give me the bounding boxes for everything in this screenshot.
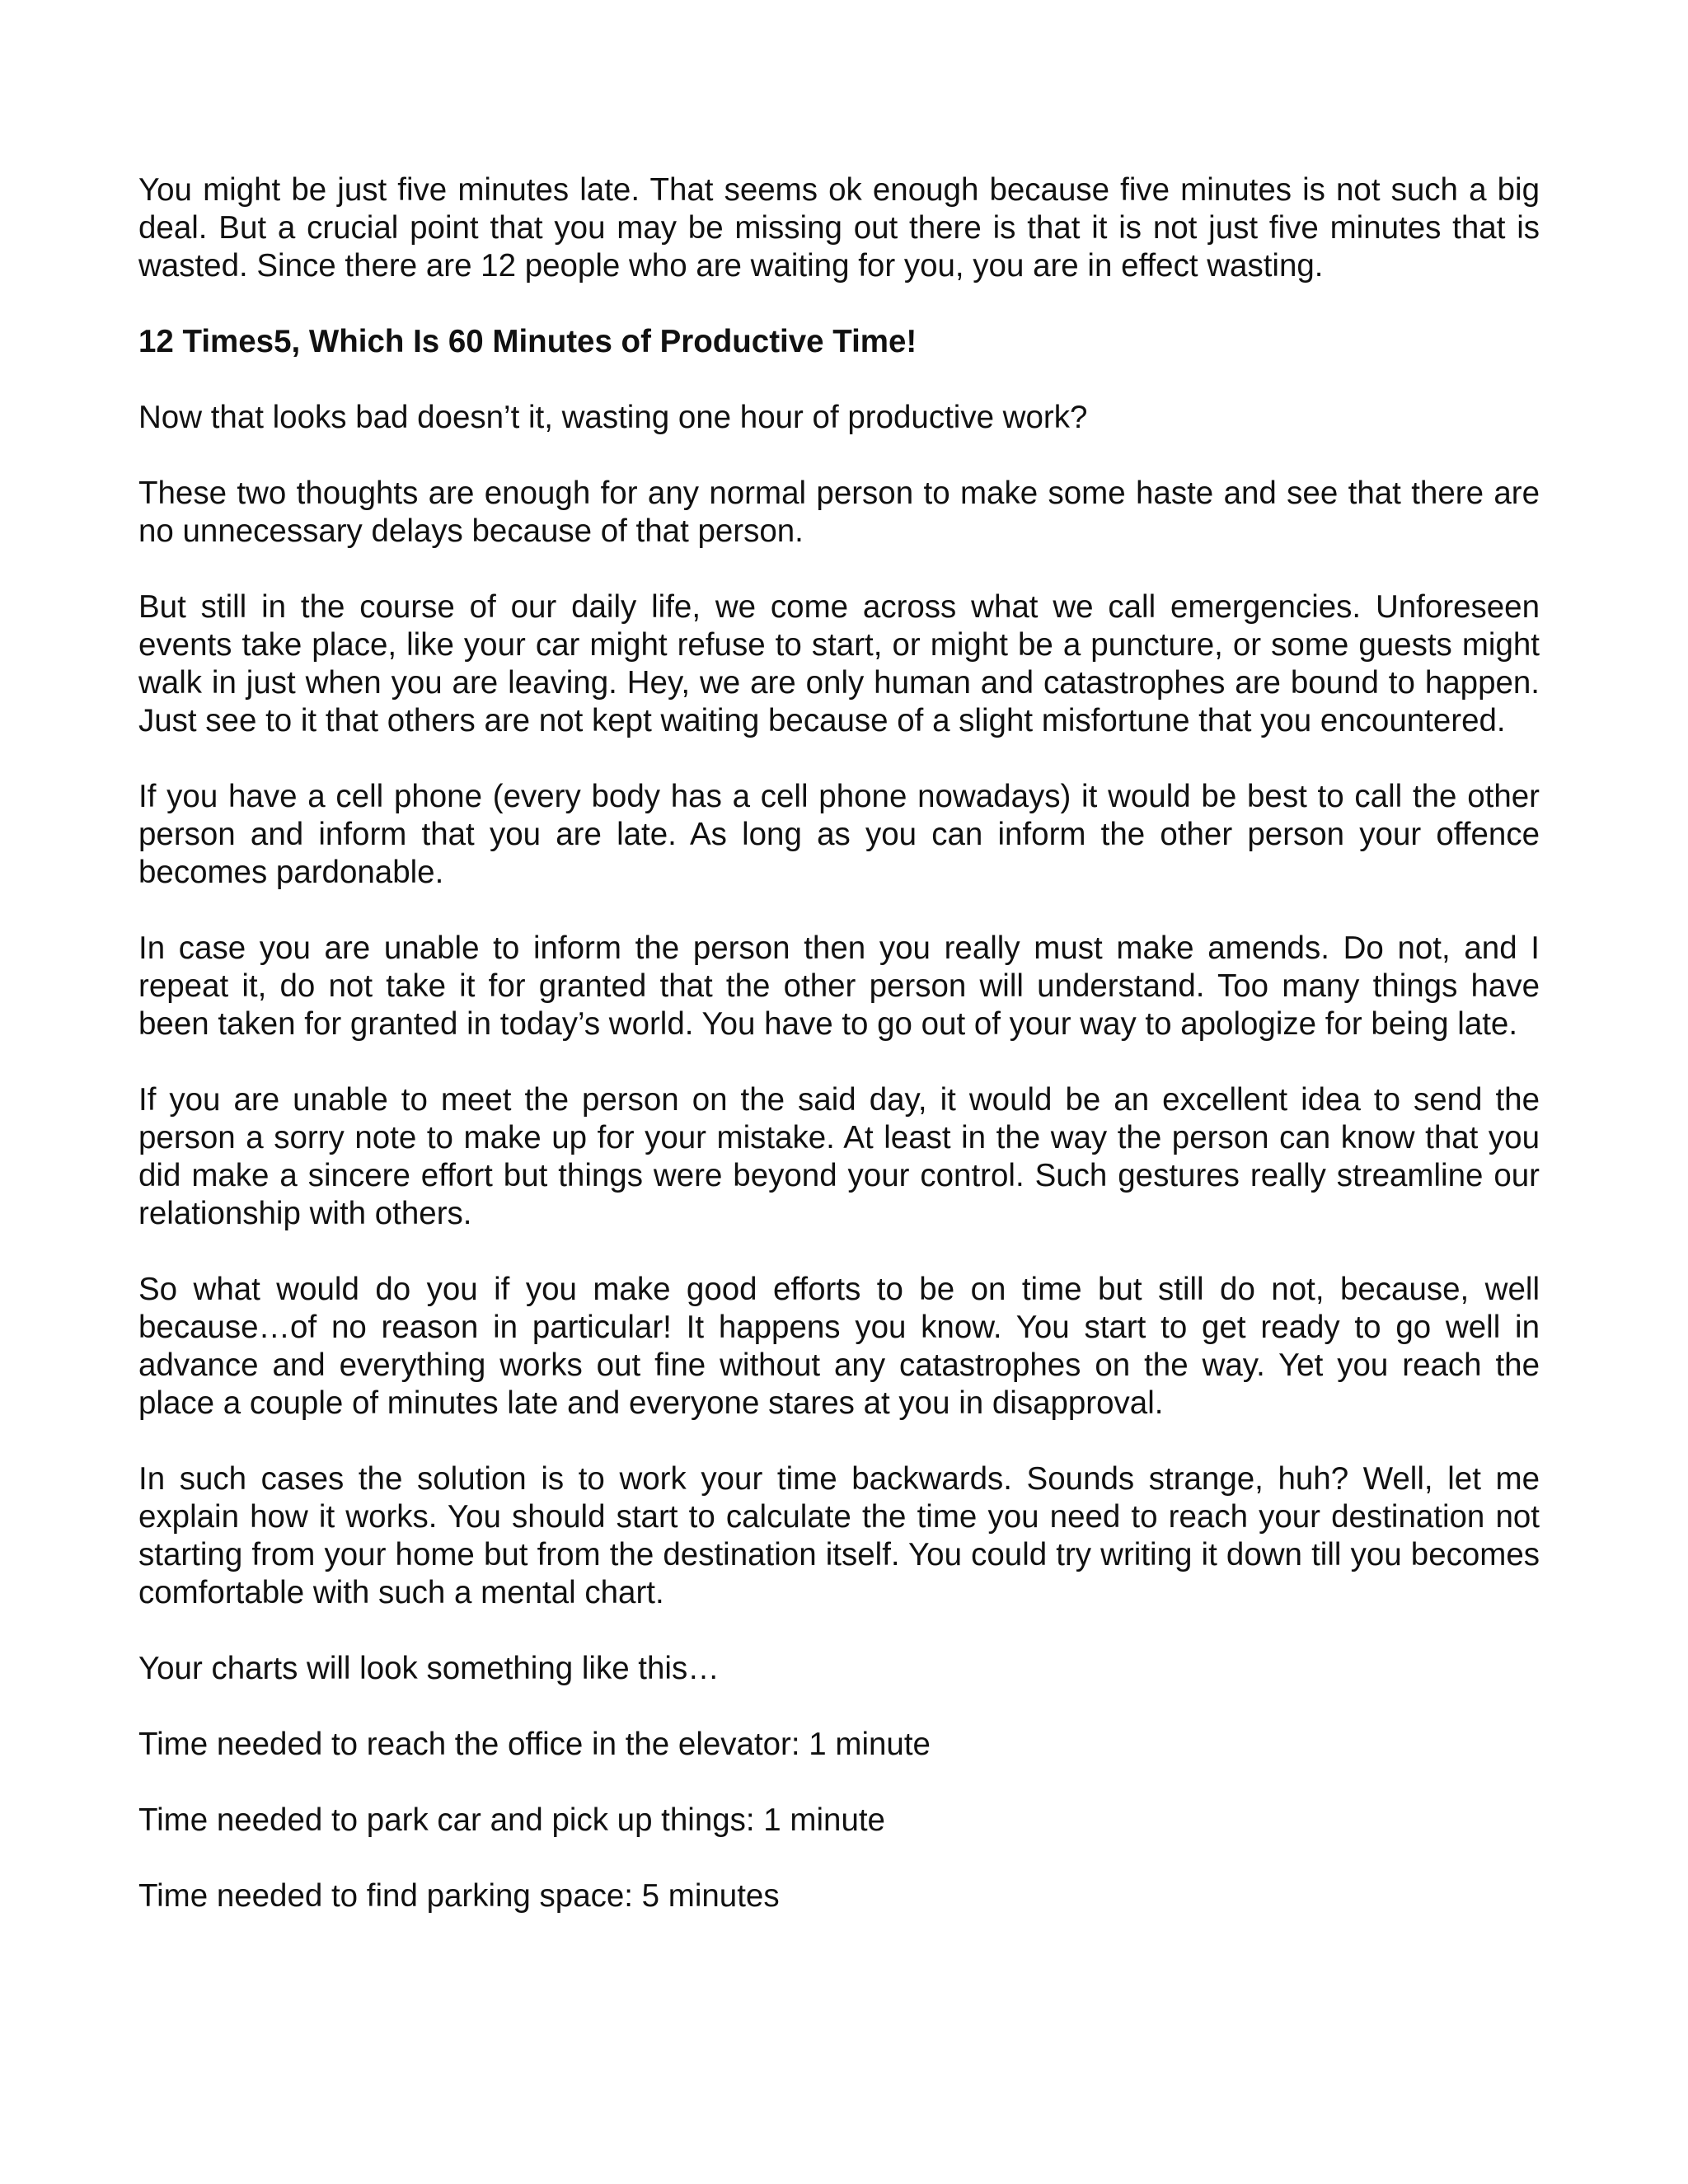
chart-line-park-car: Time needed to park car and pick up things: 1 minute bbox=[138, 1802, 885, 1838]
paragraph-one-hour: Now that looks bad doesn’t it, wasting one hour of productive work? bbox=[138, 400, 1088, 435]
paragraph-two-thoughts: These two thoughts are enough for any normal person to make some haste and see that there are no unnecessary delays because of that person. bbox=[138, 476, 1540, 549]
section-heading: 12 Times5, Which Is 60 Minutes of Productive Time! bbox=[138, 324, 917, 359]
paragraph-no-reason: So what would do you if you make good efforts to be on time but still do not, because, well because…of no reason in particular! It happens you know. You start to get ready to go well in advance and everything works out fine without any catastrophes on the way. Yet you reach the place a couple of minutes late and everyone stares at you in disapproval. bbox=[138, 1272, 1540, 1421]
paragraph-work-backwards: In such cases the solution is to work your time backwards. Sounds strange, huh? Well, let me explain how it works. You should start to calculate the time you need to reach your destination not starting from your home but from the destination itself. You could try writing it down till you becomes comfortable with such a mental chart. bbox=[138, 1461, 1540, 1610]
paragraph-sorry-note: If you are unable to meet the person on the said day, it would be an excellent idea to send the person a sorry note to make up for your mistake. At least in the way the person can know that you did make a sincere effort but things were beyond your control. Such gestures really streamline our relationship with others. bbox=[138, 1082, 1540, 1231]
paragraph-emergencies: But still in the course of our daily life, we come across what we call emergencies. Unforeseen events take place, like your car might refuse to start, or might be a puncture, or some guests might walk in just when you are leaving. Hey, we are only human and catastrophes are bound to happen. Just see to it that others are not kept waiting because of a slight misfortune that you encountered. bbox=[138, 589, 1540, 738]
chart-line-parking-space: Time needed to find parking space: 5 minutes bbox=[138, 1878, 780, 1914]
document-page bbox=[138, 171, 1540, 1953]
paragraph-make-amends: In case you are unable to inform the person then you really must make amends. Do not, and I repeat it, do not take it for granted that the other person will understand. Too many things have been taken for granted in today’s world. You have to go out of your way to apologize for being late. bbox=[138, 930, 1540, 1042]
paragraph-wasting-time: You might be just five minutes late. That seems ok enough because five minutes is not such a big deal. But a crucial point that you may be missing out there is that it is not just five minutes that is wasted. Since there are 12 people who are waiting for you, you are in effect wasting. bbox=[138, 172, 1540, 284]
chart-line-elevator: Time needed to reach the office in the elevator: 1 minute bbox=[138, 1727, 931, 1762]
paragraph-cell-phone: If you have a cell phone (every body has a cell phone nowadays) it would be best to call the other person and inform that you are late. As long as you can inform the other person your offence becomes pardonable. bbox=[138, 779, 1540, 890]
paragraph-charts-intro: Your charts will look something like this… bbox=[138, 1651, 720, 1686]
